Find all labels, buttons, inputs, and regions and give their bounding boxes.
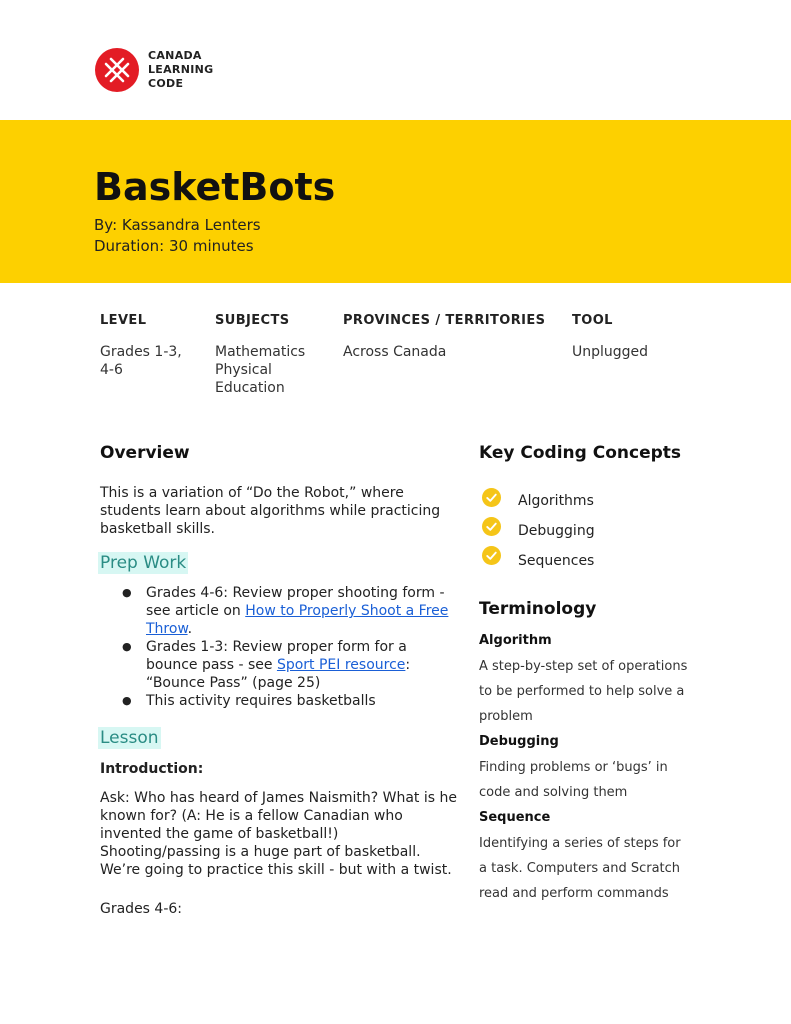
subjects-value-line: Physical <box>215 362 272 378</box>
check-circle-icon <box>482 517 501 536</box>
subjects-value-line: Education <box>215 380 285 396</box>
definition-line: code and solving them <box>479 785 628 800</box>
term-debugging: Debugging <box>479 734 559 749</box>
overview-line: students learn about algorithms while practicing <box>100 503 441 519</box>
level-value-line: 4-6 <box>100 362 123 378</box>
terminology-heading: Terminology <box>479 599 597 619</box>
free-throw-article-link[interactable]: How to Properly Shoot a Free <box>245 603 449 619</box>
provinces-label: PROVINCES / TERRITORIES <box>343 313 546 328</box>
concept-algorithms: Algorithms <box>518 493 594 509</box>
provinces-value <box>343 343 446 361</box>
prep-item-line: ● Grades 4-6: Review proper shooting form - <box>146 585 445 601</box>
lesson-intro-text <box>100 789 457 879</box>
logo-line-2: LEARNING <box>148 63 214 76</box>
term-debugging-definition <box>479 755 668 805</box>
prep-item-line: ● This activity requires basketballs <box>146 693 376 709</box>
check-circle-icon <box>482 546 501 565</box>
subjects-value-line: Mathematics <box>215 344 306 360</box>
definition-line: problem <box>479 709 533 724</box>
lesson-line: Shooting/passing is a huge part of basketball. <box>100 844 421 860</box>
definition-line: a task. Computers and Scratch <box>479 861 681 876</box>
provinces-value-line: Across Canada <box>343 344 447 360</box>
overview-text <box>100 484 440 538</box>
prep-item-line <box>146 620 467 638</box>
introduction-heading: Introduction: <box>100 761 204 777</box>
lesson-line: Ask: Who has heard of James Naismith? What is he <box>100 790 457 806</box>
prep-work-list <box>122 584 467 710</box>
logo-wordmark <box>148 49 213 91</box>
definition-line: A step-by-step set of operations <box>479 659 688 674</box>
level-value <box>100 343 182 379</box>
prep-item-text: . <box>187 621 193 637</box>
definition-line: to be performed to help solve a <box>479 684 685 699</box>
prep-item-text: see article on <box>146 603 246 619</box>
concept-debugging: Debugging <box>518 523 595 539</box>
lesson-line: invented the game of basketball!) <box>100 826 339 842</box>
lesson-heading: Lesson <box>100 728 159 748</box>
prep-item-line: ● Grades 1-3: Review proper form for a <box>146 639 407 655</box>
prep-item-shooting <box>122 584 467 638</box>
prep-item-line <box>146 656 467 674</box>
concept-sequences: Sequences <box>518 553 595 569</box>
prep-item-text: bounce pass - see <box>146 657 277 673</box>
term-algorithm: Algorithm <box>479 633 552 648</box>
logo-line-1: CANADA <box>148 49 202 62</box>
duration-text: Duration: 30 minutes <box>94 237 254 255</box>
lesson-line: known for? (A: He is a fellow Canadian who <box>100 808 403 824</box>
level-value-line: Grades 1-3, <box>100 344 182 360</box>
grades-4-6-label: Grades 4-6: <box>100 901 183 917</box>
key-concepts-heading: Key Coding Concepts <box>479 443 682 463</box>
title-banner <box>0 120 791 283</box>
logo-line-3: CODE <box>148 77 184 90</box>
definition-line: read and perform commands <box>479 886 669 901</box>
term-sequence: Sequence <box>479 810 551 825</box>
tool-value-line: Unplugged <box>572 344 649 360</box>
free-throw-article-link-cont[interactable]: Throw <box>146 621 188 637</box>
subjects-value <box>215 343 305 397</box>
lesson-line: We’re going to practice this skill - but with a twist. <box>100 862 452 878</box>
overview-heading: Overview <box>100 443 190 463</box>
term-sequence-definition <box>479 831 681 906</box>
tool-label: TOOL <box>572 313 613 328</box>
definition-line: Identifying a series of steps for <box>479 836 681 851</box>
term-algorithm-definition <box>479 654 687 729</box>
prep-item-bounce-pass <box>122 638 467 692</box>
prep-work-heading: Prep Work <box>100 553 187 573</box>
author-byline: By: Kassandra Lenters <box>94 216 261 234</box>
page-title: BasketBots <box>94 165 336 209</box>
tool-value <box>572 343 648 361</box>
level-label: LEVEL <box>100 313 147 328</box>
prep-item-line: “Bounce Pass” (page 25) <box>146 675 321 691</box>
prep-item-text: : <box>405 657 411 673</box>
subjects-label: SUBJECTS <box>215 313 290 328</box>
overview-line: This is a variation of “Do the Robot,” where <box>100 485 404 501</box>
check-circle-icon <box>482 488 501 507</box>
prep-item-line <box>146 602 467 620</box>
prep-item-basketballs <box>122 692 467 710</box>
sport-pei-resource-link[interactable]: Sport PEI resource <box>276 657 406 673</box>
overview-line: basketball skills. <box>100 521 215 537</box>
canada-learning-code-logo <box>95 48 139 92</box>
definition-line: Finding problems or ‘bugs’ in <box>479 760 668 775</box>
